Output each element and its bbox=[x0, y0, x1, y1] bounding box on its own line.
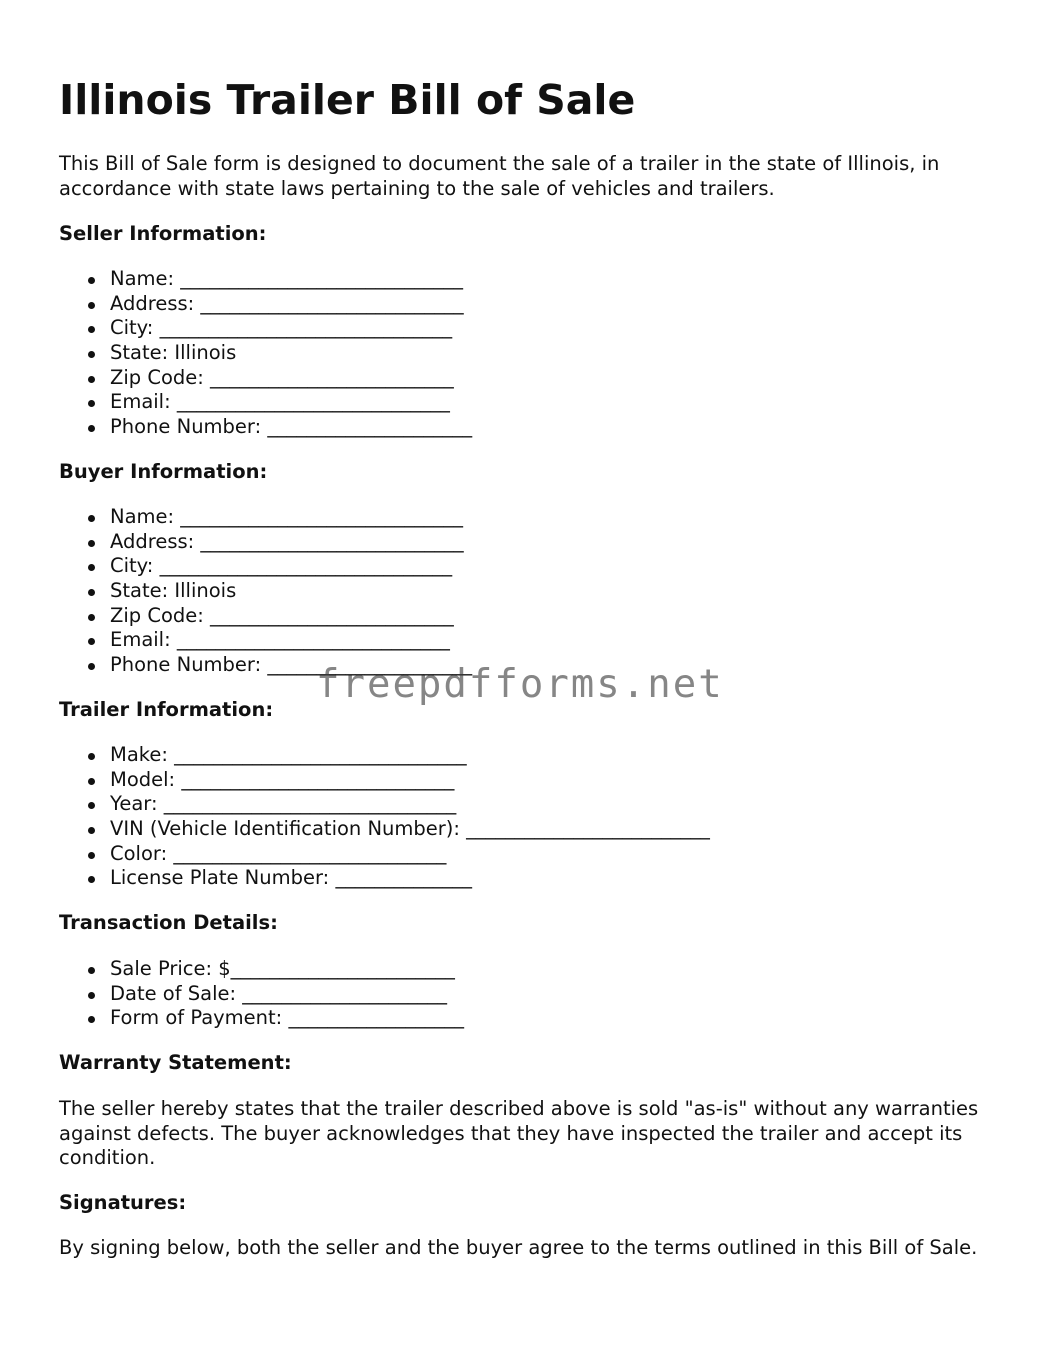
bullet-icon bbox=[88, 515, 95, 522]
trailer-color-field[interactable]: Color: ____________________________ bbox=[59, 842, 710, 867]
payment-form-field[interactable]: Form of Payment: __________________ bbox=[59, 1006, 464, 1031]
bullet-icon bbox=[88, 540, 95, 547]
watermark-text: freepdfforms.net bbox=[316, 662, 724, 707]
warranty-paragraph: The seller hereby states that the trailer described above is sold "as-is" without any warranties against defects. The buyer acknowledges that they have inspected the trailer and accept its condition. bbox=[59, 1097, 979, 1170]
bullet-icon bbox=[88, 967, 95, 974]
bullet-icon bbox=[88, 876, 95, 883]
buyer-heading: Buyer Information: bbox=[59, 460, 268, 483]
trailer-fields-list bbox=[59, 743, 710, 891]
seller-fields-list bbox=[59, 267, 472, 440]
bullet-icon bbox=[88, 638, 95, 645]
seller-state-field: State: Illinois bbox=[59, 341, 472, 366]
page-title: Illinois Trailer Bill of Sale bbox=[59, 76, 636, 124]
seller-address-field[interactable]: Address: ___________________________ bbox=[59, 292, 472, 317]
bullet-icon bbox=[88, 827, 95, 834]
trailer-vin-field[interactable]: VIN (Vehicle Identification Number): _________________________ bbox=[59, 817, 710, 842]
seller-phone-field[interactable]: Phone Number: _____________________ bbox=[59, 415, 472, 440]
bullet-icon bbox=[88, 277, 95, 284]
trailer-make-field[interactable]: Make: ______________________________ bbox=[59, 743, 710, 768]
signatures-heading: Signatures: bbox=[59, 1191, 187, 1214]
bullet-icon bbox=[88, 802, 95, 809]
buyer-zip-field[interactable]: Zip Code: _________________________ bbox=[59, 604, 472, 629]
bullet-icon bbox=[88, 1016, 95, 1023]
bullet-icon bbox=[88, 992, 95, 999]
seller-zip-field[interactable]: Zip Code: _________________________ bbox=[59, 366, 472, 391]
bullet-icon bbox=[88, 852, 95, 859]
warranty-heading: Warranty Statement: bbox=[59, 1051, 292, 1074]
signatures-paragraph: By signing below, both the seller and the buyer agree to the terms outlined in this Bill of Sale. bbox=[59, 1236, 978, 1259]
buyer-phone-field[interactable]: Phone Number: _____________________ bbox=[59, 653, 472, 678]
buyer-fields-list bbox=[59, 505, 472, 678]
trailer-year-field[interactable]: Year: ______________________________ bbox=[59, 792, 710, 817]
sale-date-field[interactable]: Date of Sale: _____________________ bbox=[59, 982, 464, 1007]
trailer-plate-field[interactable]: License Plate Number: ______________ bbox=[59, 866, 710, 891]
buyer-state-field: State: Illinois bbox=[59, 579, 472, 604]
bullet-icon bbox=[88, 351, 95, 358]
buyer-address-field[interactable]: Address: ___________________________ bbox=[59, 530, 472, 555]
bullet-icon bbox=[88, 614, 95, 621]
bullet-icon bbox=[88, 376, 95, 383]
seller-name-field[interactable]: Name: _____________________________ bbox=[59, 267, 472, 292]
transaction-fields-list bbox=[59, 957, 464, 1031]
trailer-heading: Trailer Information: bbox=[59, 698, 274, 721]
intro-paragraph: This Bill of Sale form is designed to document the sale of a trailer in the state of Illinois, in accordance with state laws pertaining to the sale of vehicles and trailers. bbox=[59, 152, 940, 200]
bullet-icon bbox=[88, 564, 95, 571]
seller-city-field[interactable]: City: ______________________________ bbox=[59, 316, 472, 341]
bullet-icon bbox=[88, 400, 95, 407]
sale-price-field[interactable]: Sale Price: $_______________________ bbox=[59, 957, 464, 982]
seller-heading: Seller Information: bbox=[59, 222, 267, 245]
bullet-icon bbox=[88, 302, 95, 309]
bullet-icon bbox=[88, 778, 95, 785]
buyer-name-field[interactable]: Name: _____________________________ bbox=[59, 505, 472, 530]
bullet-icon bbox=[88, 589, 95, 596]
trailer-model-field[interactable]: Model: ____________________________ bbox=[59, 768, 710, 793]
seller-email-field[interactable]: Email: ____________________________ bbox=[59, 390, 472, 415]
bullet-icon bbox=[88, 663, 95, 670]
bullet-icon bbox=[88, 326, 95, 333]
buyer-email-field[interactable]: Email: ____________________________ bbox=[59, 628, 472, 653]
bullet-icon bbox=[88, 753, 95, 760]
buyer-city-field[interactable]: City: ______________________________ bbox=[59, 554, 472, 579]
bullet-icon bbox=[88, 425, 95, 432]
transaction-heading: Transaction Details: bbox=[59, 911, 278, 934]
